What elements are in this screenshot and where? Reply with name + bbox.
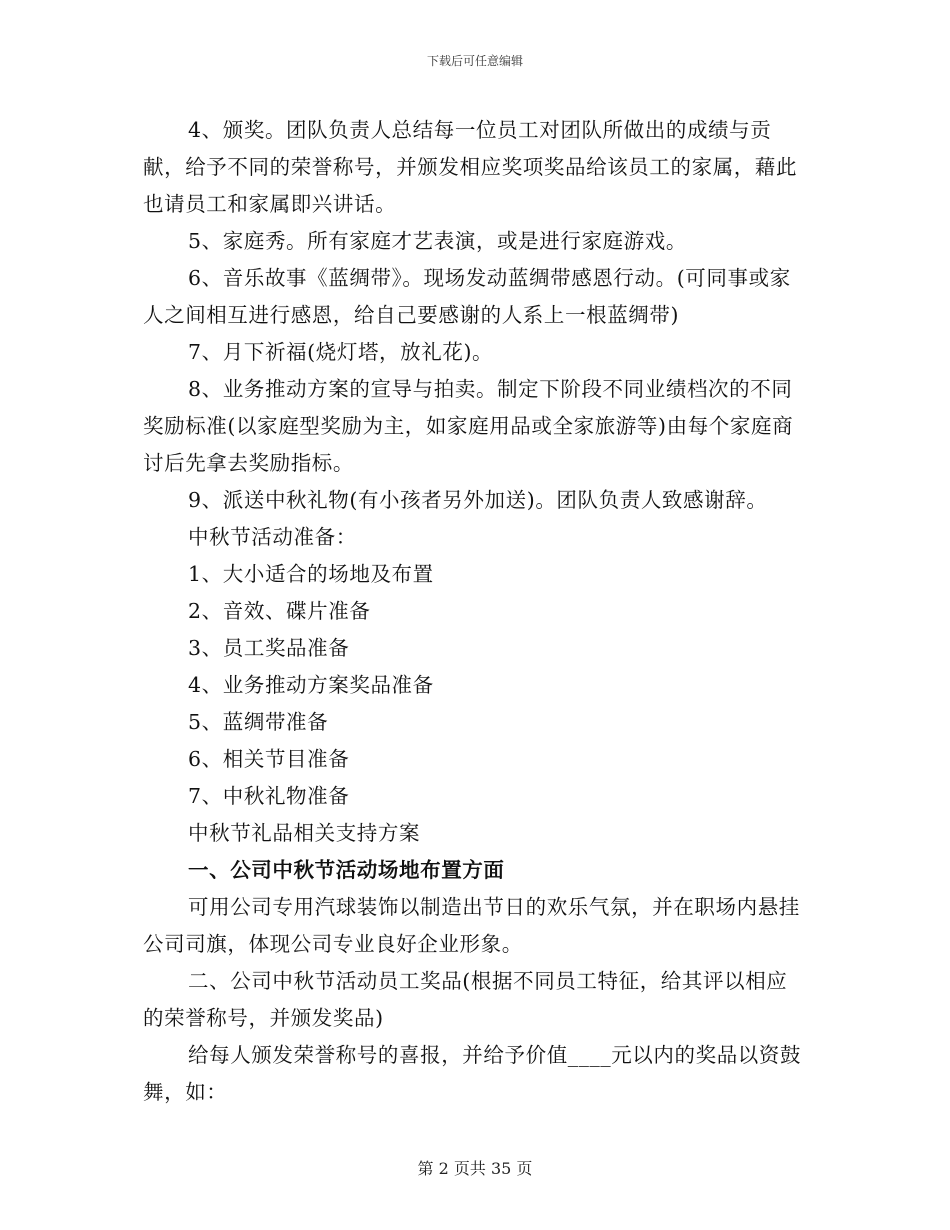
paragraph-family-show: 5、家庭秀。所有家庭才艺表演，或是进行家庭游戏。 [188,229,687,253]
page-footer: 第 2 页共 35 页 [417,1159,533,1178]
paragraph-employee-prizes: 二、公司中秋节活动员工奖品(根据不同员工特征，给其评以相应的荣誉称号，并颁发奖品) [143,969,788,1030]
heading-venue-layout: 一、公司中秋节活动场地布置方面 [188,858,505,882]
list-item: 4、业务推动方案奖品准备 [188,673,434,697]
list-item: 2、音效、碟片准备 [188,599,371,623]
document-body [143,112,808,1111]
list-item: 3、员工奖品准备 [188,636,350,660]
paragraph-award: 4、颁奖。团队负责人总结每一位员工对团队所做出的成绩与贡献，给予不同的荣誉称号，并颁发相应奖项奖品给该员工的家属，藉此也请员工和家属即兴讲话。 [143,118,798,216]
paragraph-venue-decoration: 可用公司专用汽球装饰以制造出节日的欢乐气氛，并在职场内悬挂公司司旗，体现公司专业良好企业形象。 [143,895,800,956]
paragraph-business-promotion: 8、业务推动方案的宣导与拍卖。制定下阶段不同业绩档次的不同奖励标准(以家庭型奖励为主，如家庭用品或全家旅游等)由每个家庭商讨后先拿去奖励指标。 [143,377,794,475]
list-item: 5、蓝绸带准备 [188,710,329,734]
paragraph-music-story: 6、音乐故事《蓝绸带》。现场发动蓝绸带感恩行动。(可同事或家人之间相互进行感恩，给自己要感谢的人系上一根蓝绸带) [143,266,791,327]
section-title-preparation: 中秋节活动准备： [188,525,357,549]
paragraph-honor-award: 给每人颁发荣誉称号的喜报，并给予价值____元以内的奖品以资鼓舞，如： [143,1043,802,1104]
page-header: 下载后可任意编辑 [426,54,523,68]
list-item: 6、相关节目准备 [188,747,350,771]
list-item: 1、大小适合的场地及布置 [188,562,434,586]
section-title-gift-plan: 中秋节礼品相关支持方案 [188,821,421,845]
list-item: 7、中秋礼物准备 [188,784,350,808]
paragraph-gift-delivery: 9、派送中秋礼物(有小孩者另外加送)。团队负责人致感谢辞。 [188,488,768,512]
paragraph-moon-blessing: 7、月下祈福(烧灯塔，放礼花)。 [188,340,494,364]
